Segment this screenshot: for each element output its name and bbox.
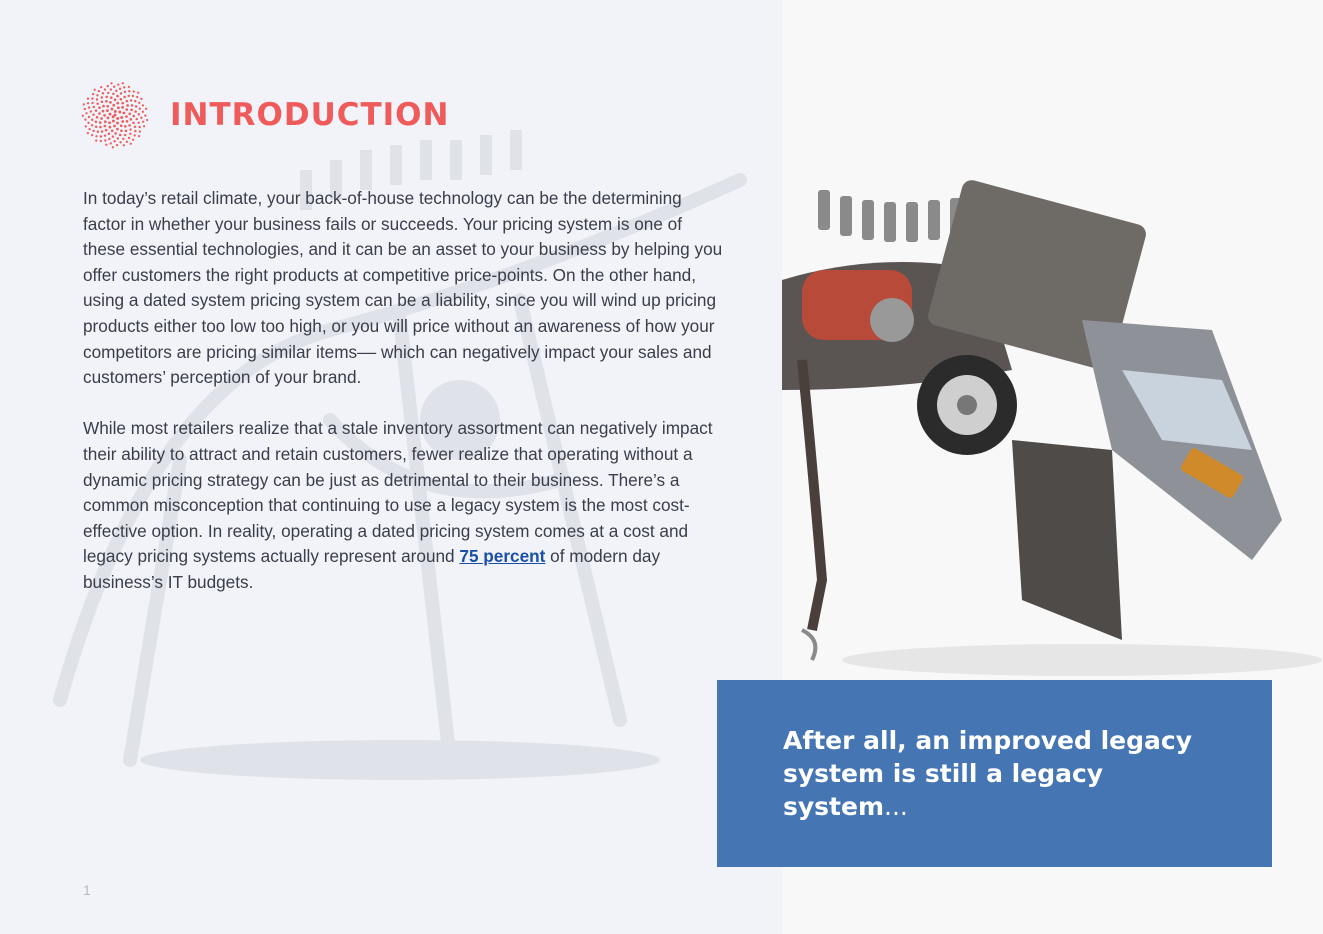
intro-paragraph-2 <box>83 416 723 595</box>
section-header <box>80 80 449 150</box>
pull-quote-ellipsis: ... <box>884 792 908 821</box>
pull-quote <box>783 724 1223 823</box>
intro-body <box>83 186 723 621</box>
paragraph-2-text-start: While most retailers realize that a stale inventory assortment can negatively impact their ability to attract and retain customers, fewer realize that operating without a dynamic pricing strategy can be just as detrimental to their business. There’s a common misconception that continuing to use a legacy system is the most cost-effective option. In reality, operating a dated pricing system comes at a cost and legacy pricing systems actually represent around <box>83 418 713 567</box>
intro-paragraph-1: In today’s retail climate, your back-of-house technology can be the determining factor in whether your business fails or succeeds. Your pricing system is one of these essential technologies, and it can be an asset to your business by helping you offer customers the right products at competitive price-points. On the other hand, using a dated system pricing system can be a liability, since you will wind up pricing products either too low too high, or you will price without an awareness of how your competitors are pricing similar items–– which can negatively impact your sales and customers’ perception of your brand. <box>83 188 723 388</box>
paragraph-2-text-end: of modern day business’s IT budgets. <box>83 546 661 592</box>
pull-quote-text: After all, an improved legacy system is still a legacy system <box>783 726 1193 821</box>
dotted-sphere-icon <box>80 80 150 150</box>
quote-callout <box>717 680 1272 867</box>
page-number: 1 <box>83 882 91 898</box>
truck-parts-creature-illustration <box>782 160 1323 690</box>
page-title: INTRODUCTION <box>170 97 450 133</box>
statistic-link[interactable]: 75 percent <box>459 546 546 567</box>
